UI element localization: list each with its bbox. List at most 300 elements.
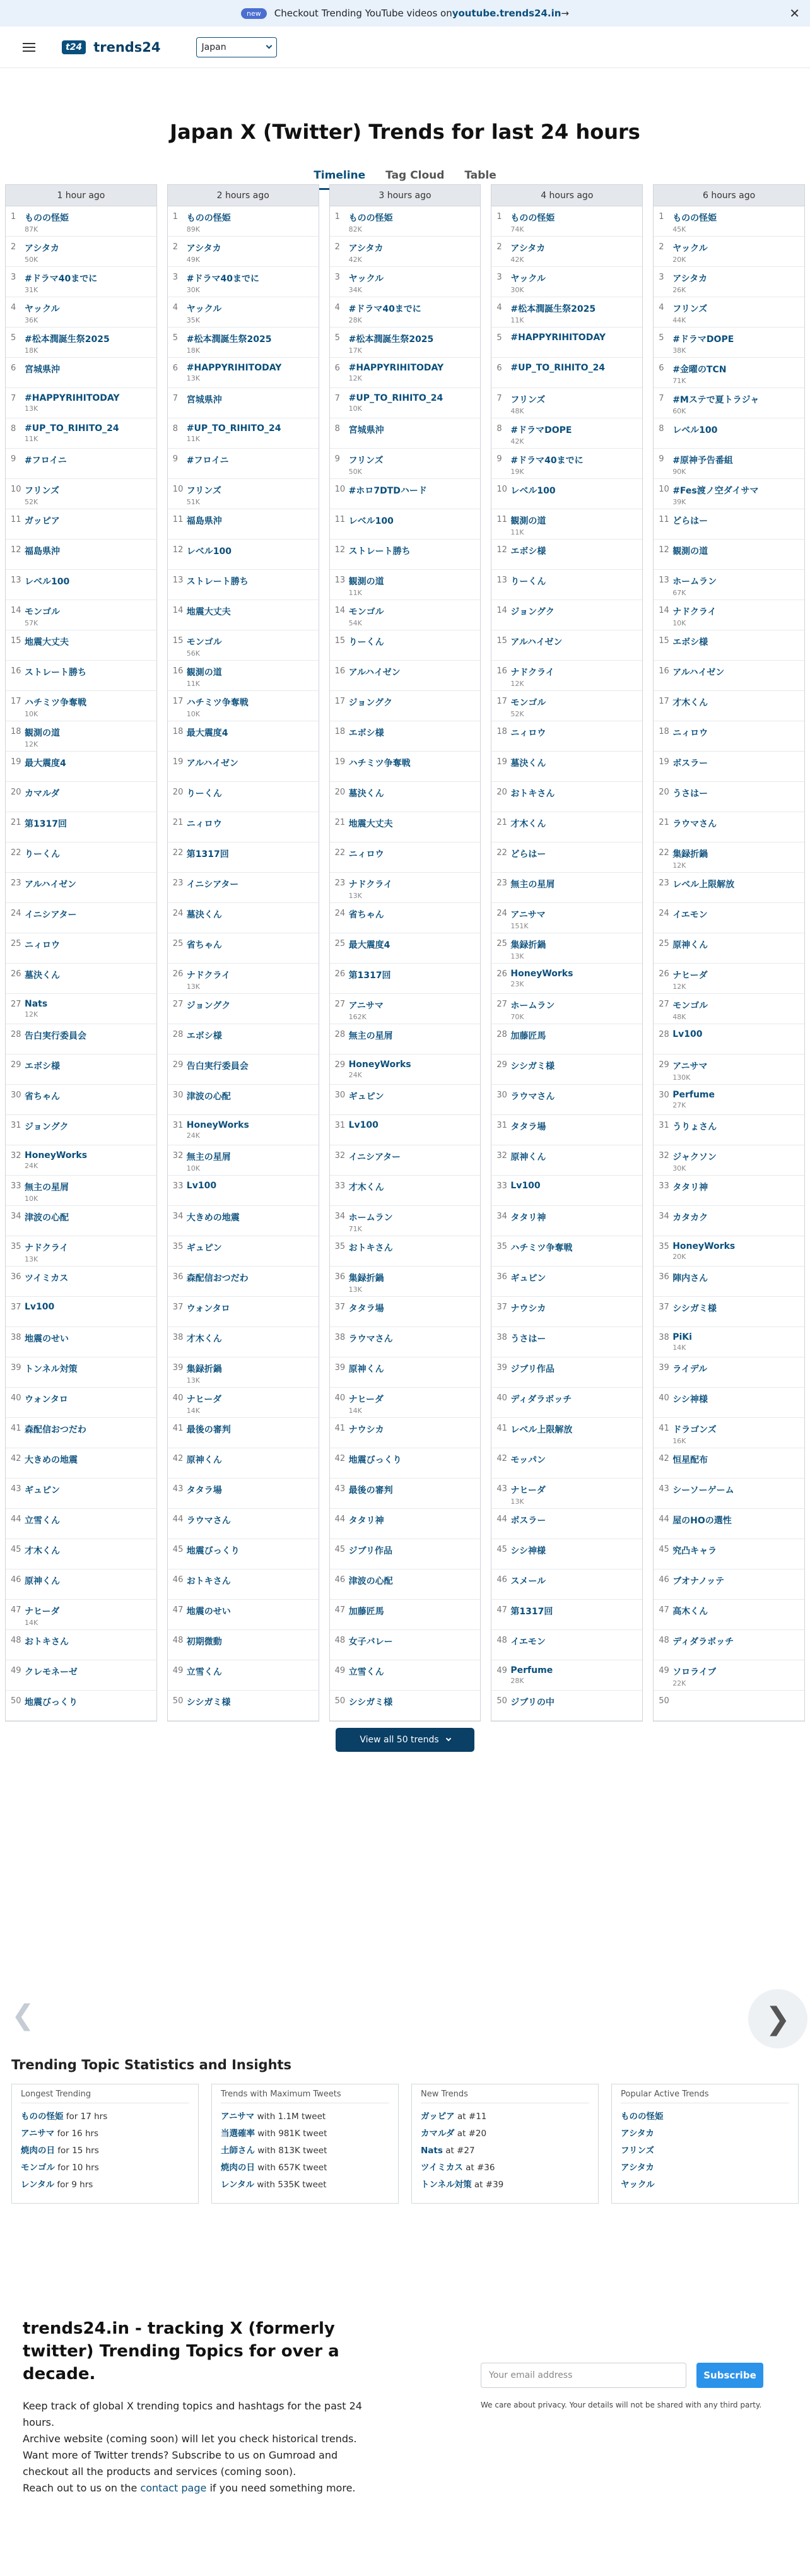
trend-link[interactable]: シシガミ様: [672, 1304, 717, 1314]
stat-trend-link[interactable]: レンタル: [221, 2180, 255, 2190]
trend-link[interactable]: エボシ様: [510, 547, 546, 557]
trend-link[interactable]: エボシ様: [672, 637, 708, 647]
trend-link[interactable]: ギュピン: [510, 1273, 546, 1284]
trend-link[interactable]: どらはー: [672, 516, 708, 526]
trend-link[interactable]: 原神くん: [25, 1576, 60, 1586]
trend-link[interactable]: どらはー: [510, 849, 546, 860]
trend-link[interactable]: 究凸キャラ: [672, 1546, 717, 1556]
trend-link[interactable]: #ホロ7DTDハード: [348, 486, 427, 496]
trend-link[interactable]: ラウマさん: [672, 819, 717, 829]
trend-link[interactable]: 才木くん: [348, 1183, 384, 1193]
trend-link[interactable]: ニィロウ: [348, 849, 384, 860]
stat-trend-link[interactable]: 焼肉の日: [221, 2163, 255, 2173]
trend-link[interactable]: ボスラー: [510, 1516, 546, 1526]
trend-link[interactable]: シシ神様: [672, 1395, 708, 1405]
trend-link[interactable]: 観測の道: [25, 728, 60, 738]
trend-link[interactable]: 才木くん: [186, 1334, 222, 1344]
trend-link[interactable]: アシタカ: [510, 244, 546, 254]
trend-link[interactable]: ナドクライ: [25, 1243, 69, 1253]
trend-link[interactable]: 第1317回: [348, 971, 391, 981]
trend-rank: 13: [11, 576, 21, 585]
trend-link[interactable]: 原神くん: [672, 940, 708, 950]
trend-link[interactable]: 地震びっくり: [25, 1698, 78, 1708]
trend-link[interactable]: Perfume: [510, 1665, 553, 1675]
trend-link[interactable]: タタリ神: [672, 1183, 708, 1193]
trend-link[interactable]: ギュピン: [25, 1486, 60, 1496]
trend-link[interactable]: レベル100: [510, 486, 556, 496]
trend-link[interactable]: ウォンタロ: [186, 1304, 230, 1314]
trend-link[interactable]: ナヒーダ: [186, 1395, 222, 1405]
logo-text[interactable]: trends24: [93, 39, 161, 55]
trend-link[interactable]: スメール: [510, 1576, 546, 1586]
stat-trend-link[interactable]: Nats: [421, 2146, 443, 2156]
trend-link[interactable]: ハチミツ争奪戦: [186, 698, 249, 708]
trend-link[interactable]: ジブリの中: [510, 1698, 555, 1708]
trend-link[interactable]: #HAPPYRIHITODAY: [186, 363, 282, 373]
email-field[interactable]: Your email address: [481, 2363, 686, 2388]
trend-link[interactable]: HoneyWorks: [510, 969, 573, 979]
trend-link[interactable]: ストレート勝ち: [186, 577, 249, 587]
trend-link[interactable]: アニサマ: [348, 1001, 384, 1011]
trend-link[interactable]: 第1317回: [25, 819, 67, 829]
trend-link[interactable]: 地震びっくり: [186, 1546, 240, 1556]
trend-link[interactable]: ナヒーダ: [672, 971, 708, 981]
trend-link[interactable]: タタラ場: [348, 1304, 384, 1314]
menu-icon[interactable]: [23, 43, 35, 52]
trend-link[interactable]: イニシアター: [348, 1152, 401, 1162]
trend-link[interactable]: #UP_TO_RIHITO_24: [348, 393, 443, 403]
tweet-count: 49K: [186, 256, 201, 264]
trend-link[interactable]: 最後の審判: [348, 1486, 393, 1496]
trend-link[interactable]: ニィロウ: [186, 819, 222, 829]
trend-link[interactable]: エボシ様: [25, 1061, 60, 1072]
trend-link[interactable]: 無主の星屑: [348, 1031, 393, 1041]
trend-link[interactable]: ハチミツ争奪戦: [348, 759, 411, 769]
trend-link[interactable]: #HAPPYRIHITODAY: [510, 333, 606, 343]
trend-link[interactable]: 無主の星屑: [510, 880, 555, 890]
trend-link[interactable]: 宮城県沖: [25, 365, 60, 375]
trend-link[interactable]: レベル100: [25, 577, 70, 587]
stat-trend-link[interactable]: 焼肉の日: [21, 2146, 55, 2156]
trend-link[interactable]: PiKi: [672, 1332, 692, 1342]
trend-link[interactable]: #ドラマ40までに: [25, 274, 98, 284]
trend-link[interactable]: アシタカ: [672, 274, 708, 284]
trend-link[interactable]: 女子バレー: [348, 1637, 393, 1647]
banner-link[interactable]: youtube.trends24.in: [452, 8, 561, 19]
trend-link[interactable]: 地震大丈夫: [186, 607, 231, 617]
stat-trend-link[interactable]: ものの怪姫: [621, 2112, 664, 2122]
trend-link[interactable]: #ドラマ40までに: [348, 304, 421, 314]
trend-link[interactable]: ギュピン: [348, 1092, 384, 1102]
trend-link[interactable]: 森配信おつだわ: [25, 1425, 86, 1435]
trend-link[interactable]: ジョングク: [510, 607, 555, 617]
trend-link[interactable]: モンゴル: [25, 607, 60, 617]
trend-link[interactable]: 墓決くん: [186, 910, 222, 920]
trend-link[interactable]: ヤックル: [186, 304, 222, 314]
trend-link[interactable]: アシタカ: [186, 244, 221, 254]
trend-link[interactable]: ヤックル: [25, 304, 60, 314]
trend-link[interactable]: 無主の星屑: [186, 1152, 231, 1162]
trend-link[interactable]: ジョングク: [348, 698, 393, 708]
trend-link[interactable]: HoneyWorks: [186, 1120, 249, 1130]
trend-link[interactable]: アニサマ: [672, 1061, 708, 1072]
stat-trend-link[interactable]: フリンズ: [621, 2146, 655, 2156]
trend-link[interactable]: ナウシカ: [348, 1425, 384, 1435]
trend-link[interactable]: ボスラー: [672, 759, 708, 769]
trend-link[interactable]: ジョングク: [186, 1001, 231, 1011]
trend-item: [330, 1660, 481, 1691]
trend-link[interactable]: ジャクソン: [672, 1152, 717, 1162]
trend-link[interactable]: ブオナノッテ: [672, 1576, 725, 1586]
trend-link[interactable]: イエモン: [510, 1637, 546, 1647]
trend-link[interactable]: りーくん: [348, 637, 384, 647]
trend-link[interactable]: レベル上限解放: [510, 1425, 573, 1435]
trend-link[interactable]: 最大震度4: [25, 759, 66, 769]
trend-link[interactable]: 観測の道: [186, 668, 222, 678]
tweet-count: 10K: [186, 710, 201, 718]
trend-link[interactable]: 地震のせい: [25, 1334, 69, 1344]
trend-item: [6, 1236, 156, 1267]
trend-link[interactable]: タタリ神: [510, 1213, 546, 1223]
trend-link[interactable]: 立雪くん: [348, 1667, 384, 1677]
trend-link[interactable]: #UP_TO_RIHITO_24: [186, 423, 281, 434]
trend-link[interactable]: おトキさん: [25, 1637, 69, 1647]
trend-link[interactable]: 告白実行委員会: [25, 1031, 86, 1041]
trend-link[interactable]: フリンズ: [25, 486, 60, 496]
stat-trend-link[interactable]: ものの怪姫: [21, 2112, 64, 2122]
trend-link[interactable]: 津波の心配: [25, 1213, 69, 1223]
trend-link[interactable]: 地震のせい: [186, 1607, 231, 1617]
trend-link[interactable]: イニシアター: [25, 910, 77, 920]
trend-rank: 40: [659, 1393, 669, 1403]
trend-link[interactable]: クレモネーゼ: [25, 1667, 78, 1677]
trend-link[interactable]: ライデル: [672, 1364, 708, 1374]
trend-link[interactable]: ラウマさん: [348, 1334, 393, 1344]
trend-link[interactable]: ヤックル: [672, 244, 708, 254]
trend-link[interactable]: レベル100: [186, 547, 232, 557]
trend-link[interactable]: 地震大丈夫: [348, 819, 393, 829]
trend-link[interactable]: 立雪くん: [186, 1667, 222, 1677]
trend-link[interactable]: ホームラン: [672, 577, 717, 587]
trend-link[interactable]: ものの怪姫: [186, 213, 231, 223]
trend-link[interactable]: ハチミツ争奪戦: [25, 698, 86, 708]
trend-link[interactable]: 福島県沖: [25, 547, 60, 557]
trend-link[interactable]: #Fes渡ノ空ダイサマ: [672, 486, 759, 496]
trend-link[interactable]: #ドラマDOPE: [672, 334, 734, 345]
stat-trend-link[interactable]: ヤックル: [621, 2180, 655, 2190]
stat-trend-link[interactable]: モンゴル: [21, 2163, 55, 2173]
trend-link[interactable]: アシタカ: [348, 244, 384, 254]
tab-tag-cloud[interactable]: Tag Cloud: [385, 169, 445, 182]
trend-link[interactable]: ディダラボッチ: [672, 1637, 734, 1647]
trend-link[interactable]: #UP_TO_RIHITO_24: [510, 363, 606, 373]
chevron-right-icon[interactable]: ❯: [748, 1989, 807, 2048]
trend-link[interactable]: ナドクライ: [186, 971, 231, 981]
trend-link[interactable]: #ドラマDOPE: [510, 425, 572, 435]
trend-link[interactable]: ニィロウ: [25, 940, 60, 950]
trend-link[interactable]: 告白実行委員会: [186, 1061, 249, 1072]
trend-link[interactable]: 集録折鍋: [186, 1364, 222, 1374]
trend-link[interactable]: ウォンタロ: [25, 1395, 68, 1405]
trend-link[interactable]: タタラ場: [510, 1122, 546, 1132]
trend-link[interactable]: #松本潤誕生祭2025: [186, 334, 272, 345]
trend-link[interactable]: ラウマさん: [510, 1092, 555, 1102]
trend-link[interactable]: ホームラン: [510, 1001, 555, 1011]
trend-link[interactable]: アルハイゼン: [25, 880, 77, 890]
trend-link[interactable]: カタカク: [672, 1213, 708, 1223]
stat-trend-link[interactable]: アニサマ: [221, 2112, 255, 2122]
trend-link[interactable]: #松本潤誕生祭2025: [510, 304, 596, 314]
trend-link[interactable]: モンゴル: [510, 698, 546, 708]
stat-trend-link[interactable]: トンネル対策: [421, 2180, 472, 2190]
trend-link[interactable]: エボシ様: [186, 1031, 222, 1041]
tab-timeline[interactable]: Timeline: [303, 165, 375, 190]
trend-link[interactable]: タタリ神: [348, 1516, 384, 1526]
trend-link[interactable]: シシ神様: [510, 1546, 546, 1556]
trend-link[interactable]: 福島県沖: [186, 516, 222, 526]
trend-link[interactable]: シシガミ様: [510, 1061, 555, 1072]
trend-link[interactable]: ソロライブ: [672, 1667, 717, 1677]
trend-link[interactable]: 第1317回: [510, 1607, 553, 1617]
trend-link[interactable]: ヤックル: [348, 274, 384, 284]
stat-trend-link[interactable]: アシタカ: [621, 2129, 654, 2139]
trend-link[interactable]: ものの怪姫: [25, 213, 69, 223]
trend-link[interactable]: モンゴル: [672, 1001, 708, 1011]
trend-link[interactable]: うさはー: [510, 1334, 546, 1344]
trend-link[interactable]: レベル上限解放: [672, 880, 735, 890]
trend-link[interactable]: ナヒーダ: [25, 1607, 60, 1617]
trend-link[interactable]: ストレート勝ち: [348, 547, 411, 557]
trend-link[interactable]: ナヒーダ: [510, 1486, 546, 1496]
trend-link[interactable]: 最大震度4: [348, 940, 390, 950]
trend-link[interactable]: ナドクライ: [672, 607, 717, 617]
trend-link[interactable]: 才木くん: [672, 698, 708, 708]
trend-link[interactable]: ナドクライ: [348, 880, 392, 890]
stat-trend-link[interactable]: アシタカ: [621, 2163, 654, 2173]
trend-link[interactable]: エボシ様: [348, 728, 384, 738]
footer-hero: [23, 2317, 376, 2496]
trend-link[interactable]: HoneyWorks: [672, 1241, 736, 1251]
stat-trend-link[interactable]: ガッピア: [421, 2112, 455, 2122]
trend-link[interactable]: #金曜のTCN: [672, 365, 727, 375]
trend-link[interactable]: りーくん: [25, 849, 60, 860]
trend-link[interactable]: イエモン: [672, 910, 708, 920]
trend-link[interactable]: #フロイニ: [186, 456, 229, 466]
country-select[interactable]: [196, 37, 277, 57]
trend-link[interactable]: 無主の星屑: [25, 1183, 69, 1193]
trend-link[interactable]: #ドラマ40までに: [186, 274, 260, 284]
trend-link[interactable]: 観測の道: [510, 516, 546, 526]
trend-link[interactable]: Lv100: [348, 1120, 379, 1130]
trend-link[interactable]: #原神予告番組: [672, 456, 733, 466]
trend-link[interactable]: Lv100: [510, 1181, 541, 1191]
trend-link[interactable]: 森配信おつだわ: [186, 1273, 249, 1284]
trend-link[interactable]: うりょさん: [672, 1122, 717, 1132]
trend-item: [168, 1327, 319, 1357]
trend-link[interactable]: ドラゴンズ: [672, 1425, 717, 1435]
stat-trend-link[interactable]: 土師さん: [221, 2146, 255, 2156]
trend-link[interactable]: 最後の審判: [186, 1425, 231, 1435]
trend-link[interactable]: ナドクライ: [510, 668, 555, 678]
trend-link[interactable]: タタラ場: [186, 1486, 222, 1496]
trend-link[interactable]: 墓決くん: [25, 971, 60, 981]
trend-link[interactable]: 才木くん: [510, 819, 546, 829]
trend-link[interactable]: 大きめの地震: [25, 1455, 78, 1465]
trend-link[interactable]: アシタカ: [25, 244, 59, 254]
trend-rank: 43: [496, 1484, 507, 1494]
trend-link[interactable]: 津波の心配: [186, 1092, 231, 1102]
trend-link[interactable]: 宮城県沖: [348, 425, 384, 435]
trend-link[interactable]: ストレート勝ち: [25, 668, 86, 678]
trend-link[interactable]: フリンズ: [186, 486, 221, 496]
trend-link[interactable]: アルハイゼン: [348, 668, 401, 678]
trend-link[interactable]: レベル100: [348, 516, 394, 526]
trend-rank: 3: [172, 273, 179, 282]
trend-link[interactable]: 陣内さん: [672, 1273, 708, 1284]
trend-link[interactable]: フリンズ: [510, 395, 546, 405]
stat-card-heading: New Trends: [421, 2089, 589, 2103]
chevron-left-icon[interactable]: ❮: [11, 1999, 35, 2031]
trend-link[interactable]: #HAPPYRIHITODAY: [348, 363, 444, 373]
trend-link[interactable]: 高木くん: [672, 1607, 708, 1617]
trend-link[interactable]: モンゴル: [348, 607, 384, 617]
contact-link[interactable]: contact page: [140, 2482, 207, 2494]
trend-link[interactable]: ものの怪姫: [348, 213, 393, 223]
trend-link[interactable]: シシガミ様: [186, 1698, 231, 1708]
trend-link[interactable]: モンゴル: [186, 637, 222, 647]
trend-link[interactable]: おトキさん: [510, 789, 555, 799]
trend-link[interactable]: アルハイゼン: [672, 668, 725, 678]
trend-link[interactable]: 屋のHOの選性: [672, 1516, 732, 1526]
trend-link[interactable]: 第1317回: [186, 849, 229, 860]
trend-link[interactable]: 立雪くん: [25, 1516, 60, 1526]
trend-link[interactable]: おトキさん: [348, 1243, 393, 1253]
trend-link[interactable]: ハチミツ争奪戦: [510, 1243, 573, 1253]
subscribe-button[interactable]: Subscribe: [696, 2363, 763, 2388]
trend-link[interactable]: ディダラボッチ: [510, 1395, 572, 1405]
trend-link[interactable]: Perfume: [672, 1090, 715, 1100]
trend-link[interactable]: カマルダ: [25, 789, 60, 799]
trend-link[interactable]: 地震大丈夫: [25, 637, 69, 647]
trend-link[interactable]: りーくん: [186, 789, 222, 799]
trend-link[interactable]: 原神くん: [510, 1152, 546, 1162]
trend-link[interactable]: HoneyWorks: [348, 1060, 411, 1070]
tab-table[interactable]: Table: [464, 169, 496, 182]
trend-link[interactable]: 省ちゃん: [186, 940, 222, 950]
trend-link[interactable]: ツイミカス: [25, 1273, 69, 1284]
trend-link[interactable]: Lv100: [672, 1029, 703, 1039]
trend-link[interactable]: ラウマさん: [186, 1516, 231, 1526]
trend-link[interactable]: 墓決くん: [510, 759, 546, 769]
trend-link[interactable]: ものの怪姫: [672, 213, 717, 223]
stat-trend-link[interactable]: レンタル: [21, 2180, 55, 2190]
trend-link[interactable]: 観測の道: [672, 547, 708, 557]
trend-link[interactable]: Lv100: [25, 1302, 55, 1312]
trend-link[interactable]: フリンズ: [348, 456, 384, 466]
trend-link[interactable]: 墓決くん: [348, 789, 384, 799]
trend-link[interactable]: ジブリ作品: [348, 1546, 393, 1556]
trend-link[interactable]: ナヒーダ: [348, 1395, 384, 1405]
trend-link[interactable]: 最大震度4: [186, 728, 228, 738]
trend-link[interactable]: 省ちゃん: [25, 1092, 60, 1102]
trend-link[interactable]: Nats: [25, 999, 48, 1009]
trend-link[interactable]: 恒星配布: [672, 1455, 708, 1465]
trend-item: [6, 358, 156, 388]
trend-link[interactable]: 観測の道: [348, 577, 384, 587]
trend-link[interactable]: シシガミ様: [348, 1698, 393, 1708]
trend-link[interactable]: ニィロウ: [672, 728, 708, 738]
trend-link[interactable]: ナウシカ: [510, 1304, 546, 1314]
trend-link[interactable]: モッパン: [510, 1455, 546, 1465]
chevron-down-icon: [445, 1736, 450, 1741]
trend-link[interactable]: 集録折鍋: [672, 849, 708, 860]
trend-link[interactable]: 加藤匠馬: [510, 1031, 546, 1041]
trend-link[interactable]: 宮城県沖: [186, 395, 222, 405]
trend-link[interactable]: ジブリ作品: [510, 1364, 555, 1374]
view-all-button[interactable]: [336, 1728, 474, 1752]
trend-link[interactable]: 大きめの地震: [186, 1213, 240, 1223]
trend-link[interactable]: #Mステで夏トラジャ: [672, 395, 760, 405]
trend-link[interactable]: 原神くん: [186, 1455, 222, 1465]
stat-trend-link[interactable]: アニサマ: [21, 2129, 55, 2139]
trend-link[interactable]: #ドラマ40までに: [510, 456, 584, 466]
trend-link[interactable]: ジョングク: [25, 1122, 69, 1132]
trend-link[interactable]: ギュピン: [186, 1243, 222, 1253]
trend-link[interactable]: #松本潤誕生祭2025: [25, 334, 110, 345]
trend-link[interactable]: 初期微動: [186, 1637, 222, 1647]
trend-link[interactable]: シーソーゲーム: [672, 1486, 734, 1496]
trend-link[interactable]: レベル100: [672, 425, 718, 435]
trend-link[interactable]: うさはー: [672, 789, 708, 799]
trend-link[interactable]: ホームラン: [348, 1213, 393, 1223]
trend-link[interactable]: 地震びっくり: [348, 1455, 402, 1465]
footer-heading: trends24.in - tracking X (formerly twitter) Trending Topics for over a decade.: [23, 2319, 339, 2384]
logo-mark[interactable]: t24: [62, 40, 86, 54]
trend-link[interactable]: #松本潤誕生祭2025: [348, 334, 434, 345]
trend-link[interactable]: アルハイゼン: [186, 759, 238, 769]
stat-trend-link[interactable]: 当選確率: [221, 2129, 255, 2139]
trend-link[interactable]: 津波の心配: [348, 1576, 393, 1586]
trend-link[interactable]: #フロイニ: [25, 456, 67, 466]
trend-link[interactable]: トンネル対策: [25, 1364, 78, 1374]
trend-link[interactable]: アニサマ: [510, 910, 546, 920]
trend-link[interactable]: 原神くん: [348, 1364, 384, 1374]
trend-link[interactable]: イニシアター: [186, 880, 239, 890]
trend-link[interactable]: フリンズ: [672, 304, 708, 314]
trend-link[interactable]: ニィロウ: [510, 728, 546, 738]
trend-link[interactable]: ものの怪姫: [510, 213, 555, 223]
trend-link[interactable]: ヤックル: [510, 274, 546, 284]
trend-link[interactable]: ガッピア: [25, 516, 60, 526]
tweet-count: 12K: [510, 680, 524, 688]
trend-link[interactable]: りーくん: [510, 577, 546, 587]
trend-link[interactable]: 省ちゃん: [348, 910, 384, 920]
trend-link[interactable]: Lv100: [186, 1181, 217, 1191]
trend-column: [491, 184, 643, 1722]
stat-trend-link[interactable]: カマルダ: [421, 2129, 455, 2139]
trend-link[interactable]: 加藤匠馬: [348, 1607, 384, 1617]
trend-link[interactable]: 才木くん: [25, 1546, 60, 1556]
trend-link[interactable]: 集録折鍋: [348, 1273, 384, 1284]
stat-trend-link[interactable]: ツイミカス: [421, 2163, 463, 2173]
trend-link[interactable]: HoneyWorks: [25, 1150, 88, 1161]
trend-link[interactable]: #UP_TO_RIHITO_24: [25, 423, 119, 434]
close-icon[interactable]: ✕: [789, 6, 800, 21]
trend-link[interactable]: おトキさん: [186, 1576, 231, 1586]
trend-link[interactable]: アルハイゼン: [510, 637, 563, 647]
trend-link[interactable]: 集録折鍋: [510, 940, 546, 950]
trend-link[interactable]: #HAPPYRIHITODAY: [25, 393, 120, 403]
